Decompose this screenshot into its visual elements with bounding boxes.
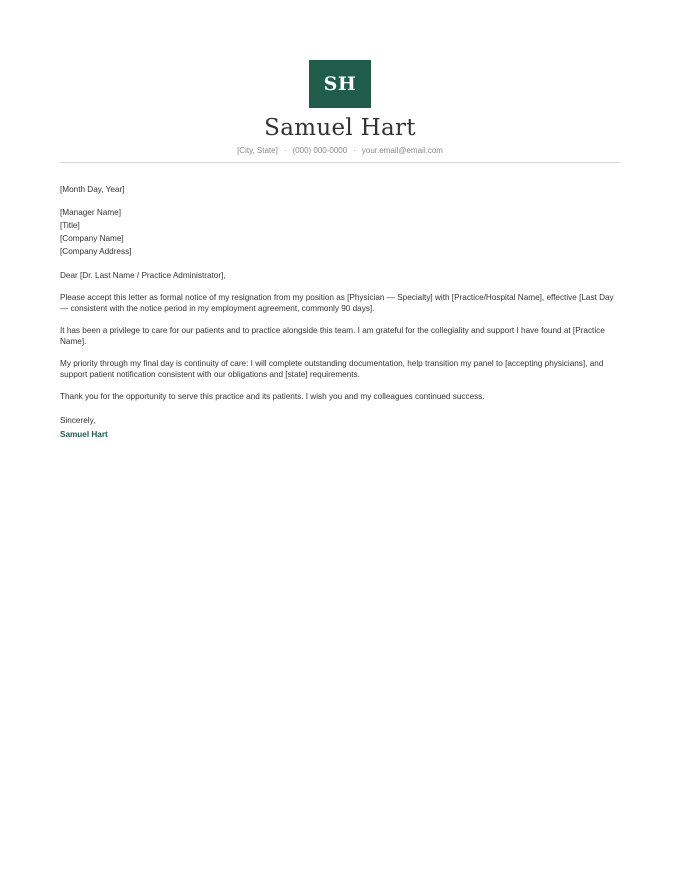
salutation: Dear [Dr. Last Name / Practice Administrator], <box>60 271 226 280</box>
sender-name: Samuel Hart <box>264 115 416 141</box>
paragraph-notice: Please accept this letter as formal notice of my resignation from my position as [Physician — Specialty] with [Practice/Hospital Name], effective [Last Day — consistent with the notice period in my employment agreement, commonly 90 days]. <box>60 293 614 313</box>
recipient-name: [Manager Name] <box>60 208 121 217</box>
recipient-title: [Title] <box>60 221 80 230</box>
signature-name: Samuel Hart <box>60 430 108 439</box>
paragraph-thanks: Thank you for the opportunity to serve this practice and its patients. I wish you and my colleagues continued success. <box>60 392 485 401</box>
contact-location: [City, State] <box>237 146 278 155</box>
contact-separator: · <box>283 146 287 155</box>
contact-email: your.email@email.com <box>361 146 443 155</box>
recipient-address: [Company Address] <box>60 247 132 256</box>
closing: Sincerely, <box>60 416 96 425</box>
contact-phone: (000) 000-0000 <box>292 146 348 155</box>
recipient-block <box>60 207 620 259</box>
monogram-badge <box>309 60 371 108</box>
contact-line <box>0 146 680 155</box>
letter-date: [Month Day, Year] <box>60 185 125 194</box>
header-divider <box>60 162 620 163</box>
paragraph-gratitude: It has been a privilege to care for our patients and to practice alongside this team. I am grateful for the collegiality and support I have found at [Practice Name]. <box>60 326 605 346</box>
paragraph-continuity: My priority through my final day is continuity of care: I will complete outstanding documentation, help transition my panel to [accepting physicians], and support patient notification consistent with our obligations and [state] requirements. <box>60 359 604 379</box>
contact-separator: · <box>353 146 356 155</box>
recipient-company: [Company Name] <box>60 234 124 243</box>
monogram-initials: SH <box>323 73 357 95</box>
